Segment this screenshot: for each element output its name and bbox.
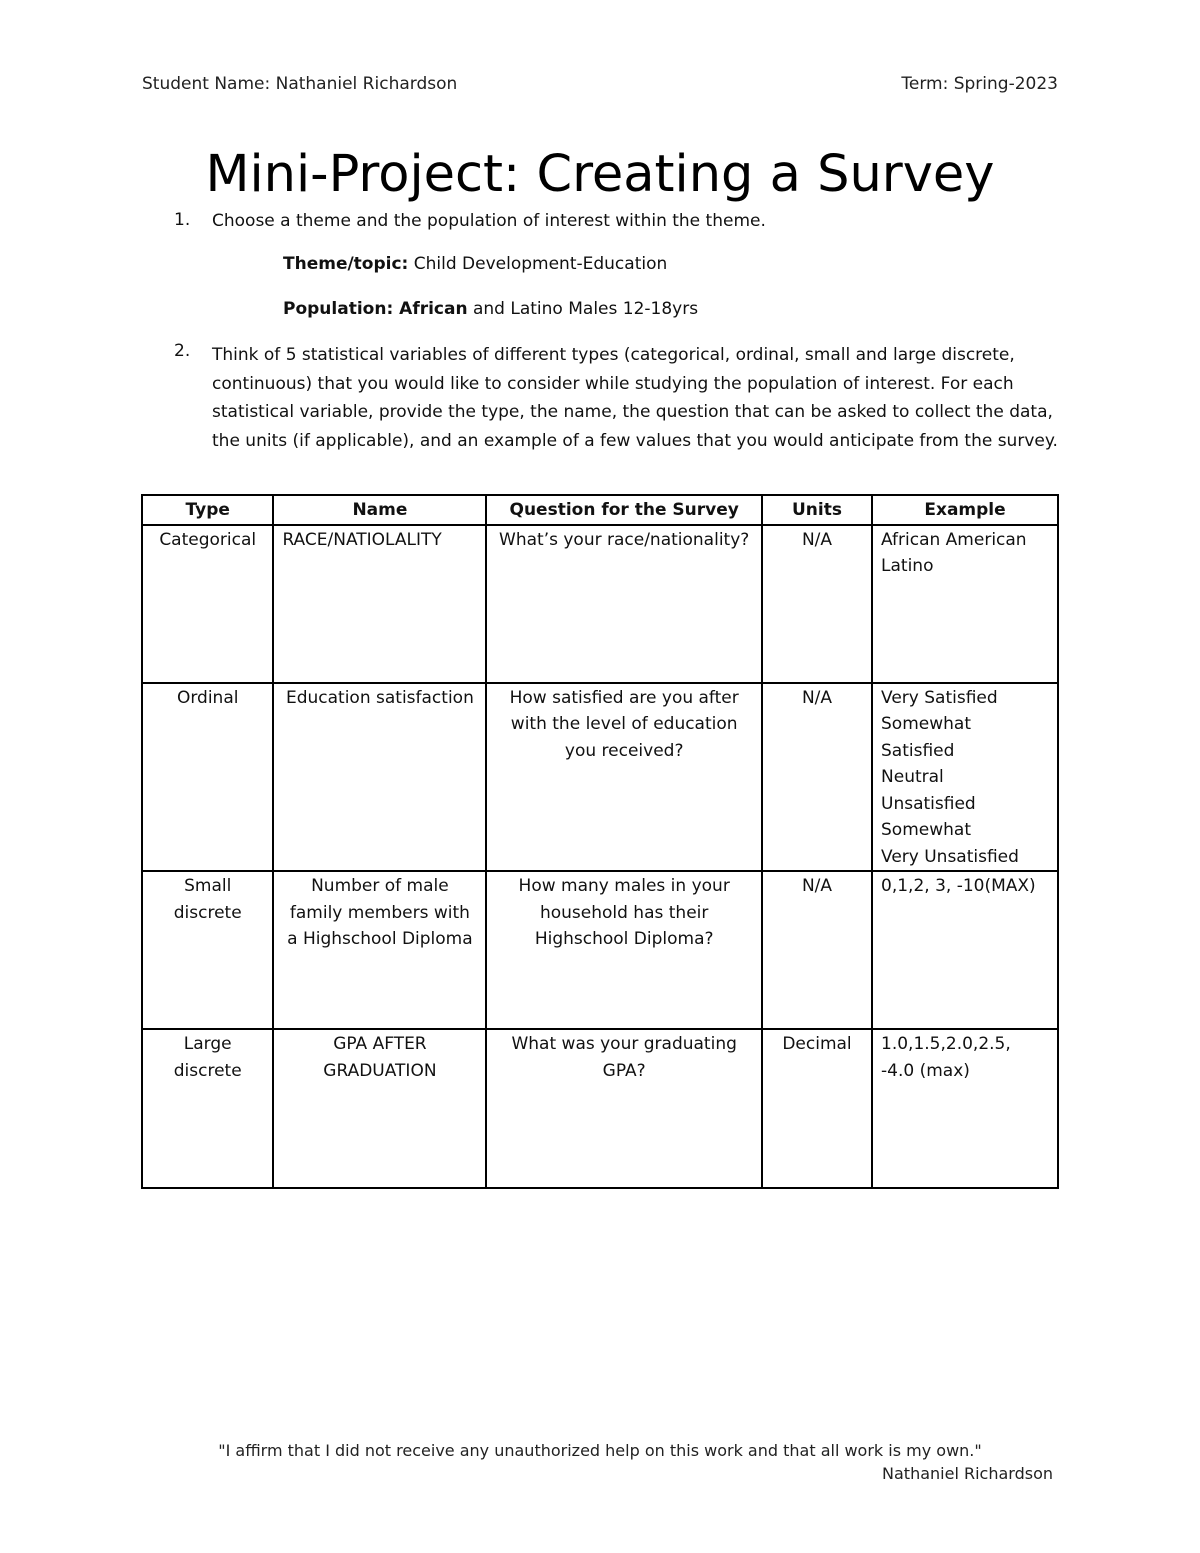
question-1-text: Choose a theme and the population of interest within the theme. bbox=[212, 211, 766, 231]
table-row bbox=[142, 525, 1058, 683]
cell-example bbox=[872, 871, 1058, 1029]
cell-name: RACE/NATIOLALITY bbox=[273, 525, 486, 683]
cell-name: Education satisfaction bbox=[273, 683, 486, 872]
header-type: Type bbox=[142, 495, 273, 525]
example-value: Neutral bbox=[881, 767, 944, 787]
cell-question: What was your graduating GPA? bbox=[486, 1029, 762, 1188]
cell-units: Decimal bbox=[762, 1029, 872, 1188]
cell-units: N/A bbox=[762, 525, 872, 683]
survey-variables-table bbox=[141, 494, 1059, 1189]
population-label: Population: African bbox=[283, 299, 468, 319]
header-name: Name bbox=[273, 495, 486, 525]
cell-type: Small discrete bbox=[142, 871, 273, 1029]
affirmation-statement: "I affirm that I did not receive any unauthorized help on this work and that all work is my own." bbox=[218, 1441, 982, 1460]
cell-name: GPA AFTER GRADUATION bbox=[273, 1029, 486, 1188]
header-question: Question for the Survey bbox=[486, 495, 762, 525]
table-header-row bbox=[142, 495, 1058, 525]
cell-question: What’s your race/nationality? bbox=[486, 525, 762, 683]
cell-type: Large discrete bbox=[142, 1029, 273, 1188]
example-value: Somewhat bbox=[881, 714, 971, 734]
term: Term: Spring-2023 bbox=[901, 74, 1058, 94]
cell-example bbox=[872, 1029, 1058, 1188]
example-value: Latino bbox=[881, 556, 934, 576]
header-units: Units bbox=[762, 495, 872, 525]
theme-value: Child Development-Education bbox=[413, 254, 668, 274]
question-1-number: 1. bbox=[174, 210, 191, 230]
signature: Nathaniel Richardson bbox=[882, 1464, 1053, 1483]
cell-type: Categorical bbox=[142, 525, 273, 683]
cell-example bbox=[872, 525, 1058, 683]
example-value: 0,1,2, 3, -10(MAX) bbox=[881, 876, 1036, 896]
population-line bbox=[283, 298, 698, 320]
student-name: Student Name: Nathaniel Richardson bbox=[142, 74, 458, 94]
example-value: African American bbox=[881, 529, 1027, 550]
example-value: Somewhat bbox=[881, 820, 971, 840]
question-2-text: Think of 5 statistical variables of different types (categorical, ordinal, small and large discrete, continuous) that you would like to consider while studying the population of interest. For each statistical variable, provide the type, the name, the question that can be asked to collect the data, the units (if applicable), and an example of a few values that you would anticipate from the survey. bbox=[212, 345, 1058, 451]
example-value: -4.0 (max) bbox=[881, 1060, 970, 1081]
theme-line bbox=[283, 253, 667, 275]
page-title: Mini-Project: Creating a Survey bbox=[205, 145, 995, 204]
cell-units: N/A bbox=[762, 871, 872, 1029]
cell-name: Number of male family members with a Highschool Diploma bbox=[273, 871, 486, 1029]
cell-question: How satisfied are you after with the level of education you received? bbox=[486, 683, 762, 872]
question-2-number: 2. bbox=[174, 341, 191, 361]
example-value: 1.0,1.5,2.0,2.5, bbox=[881, 1034, 1011, 1054]
table-row bbox=[142, 683, 1058, 872]
cell-type: Ordinal bbox=[142, 683, 273, 872]
table-row bbox=[142, 1029, 1058, 1188]
header-example: Example bbox=[872, 495, 1058, 525]
example-value: Very Unsatisfied bbox=[881, 846, 1019, 867]
population-value: and Latino Males 12-18yrs bbox=[472, 299, 699, 319]
example-value: Unsatisfied bbox=[881, 793, 976, 814]
table-row bbox=[142, 871, 1058, 1029]
example-value: Satisfied bbox=[881, 740, 955, 761]
cell-example bbox=[872, 683, 1058, 872]
page-header bbox=[142, 74, 1058, 100]
cell-question: How many males in your household has their Highschool Diploma? bbox=[486, 871, 762, 1029]
theme-label: Theme/topic: bbox=[283, 254, 409, 274]
cell-units: N/A bbox=[762, 683, 872, 872]
example-value: Very Satisfied bbox=[881, 687, 998, 708]
